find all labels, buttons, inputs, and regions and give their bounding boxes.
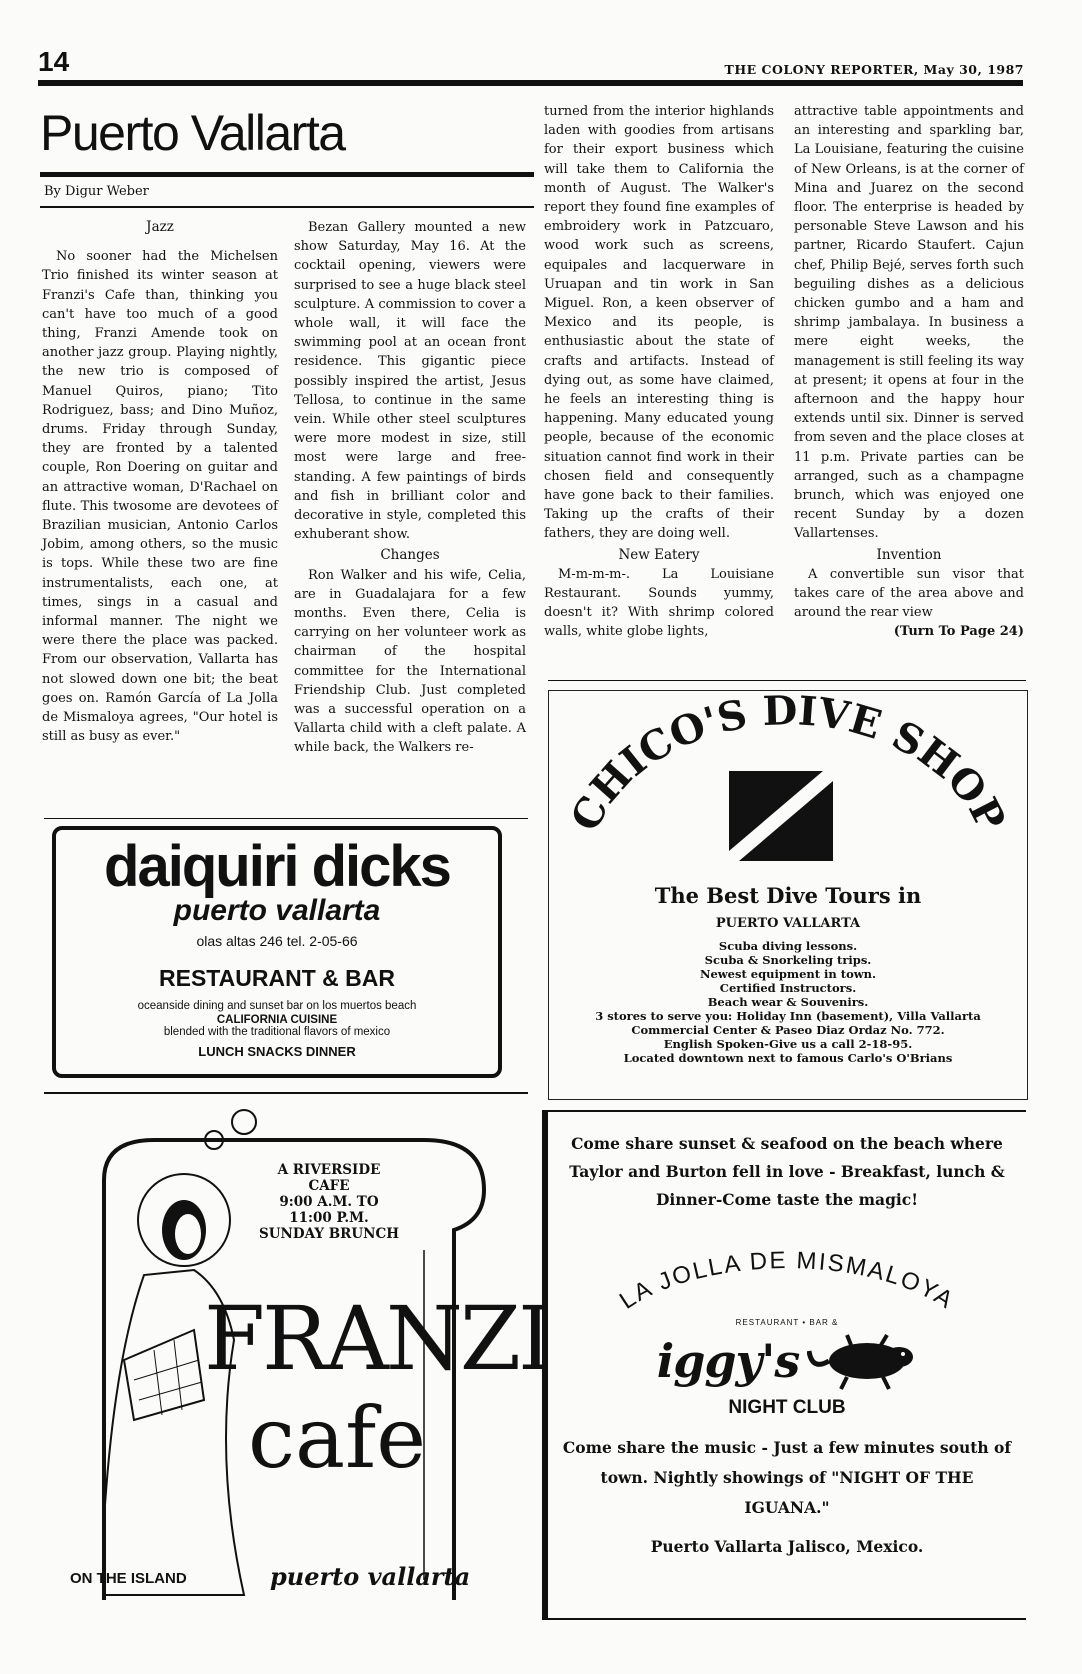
daiquiri-line: CALIFORNIA CUISINE xyxy=(216,1014,338,1026)
daiquiri-menu: LUNCH SNACKS DINNER xyxy=(198,1044,356,1059)
chico-city: PUERTO VALLARTA xyxy=(715,916,861,931)
paragraph: M-m-m-m-. La Louisiane Restaurant. Sounds yummy, doesn't it? With shrimp colored walls, white globe lights, xyxy=(544,566,774,640)
chico-list xyxy=(549,939,1027,1065)
jolla-intro: Come share sunset & seafood on the beach where Taylor and Burton fell in love - Breakfast, lunch & Dinner-Come taste the magic! xyxy=(569,1134,1005,1209)
article-column-1 xyxy=(42,218,278,746)
ad-divider xyxy=(548,680,1026,681)
jolla-arc-text: LA JOLLA DE MISMALOYA xyxy=(614,1247,959,1315)
byline-rule xyxy=(40,206,534,208)
franzi-island: ON THE ISLAND xyxy=(70,1570,187,1587)
iguana-icon xyxy=(807,1331,917,1391)
ad-divider xyxy=(44,1092,528,1094)
ad-franzi-cafe xyxy=(44,1100,550,1610)
iggys-logo: iggy's xyxy=(656,1334,800,1388)
chico-heading: The Best Dive Tours in xyxy=(654,883,922,908)
jolla-restaurant-bar: RESTAURANT • BAR & xyxy=(735,1318,839,1327)
subhead-jazz: Jazz xyxy=(146,219,174,235)
subhead-changes: Changes xyxy=(380,547,440,564)
franzi-name: FRANZI xyxy=(204,1287,550,1390)
article-column-2 xyxy=(294,218,526,758)
paragraph: No sooner had the Michelsen Trio finished its winter season at Franzi's Cafe than, thinking you can't have too much of a good thing, Franzi Amende took on another jazz group. Playing nightly, the new trio is composed of Manuel Quiros, piano; Tito Rodriguez, bass; and Dino Muñoz, drums. Friday through Sunday, they are fronted by a talented couple, Ron Doering on guitar and an attractive woman, D'Rachael on flute. This twosome are devotees of Brazilian musician, Antonio Carlos Jobim, among others, so the music is tops. While these two are fine instrumentalists, each one, at times, sings in a casual and informal manner. The night we were there the place was packed. From our observation, Vallarta has not slowed down one bit; the beat goes on. Ramón García of La Jolla de Mismaloya agrees, "Our hotel is still as busy as ever." xyxy=(42,249,278,745)
paragraph: turned from the interior highlands laden with goodies from artisans for their export business which will take them to California the month of August. The Walker's report they found fine examples of embroidery work in Patzcuaro, wood work such as screens, equipales and lacquerware in Uruapan and tin work in San Miguel. Ron, a keen observer of Mexico and its people, is enthusiastic about the state of crafts and artifacts. Instead of dying out, as some have claimed, he feels an interesting thing is happening. Many educated young people, because of the economic situation cannot find work in their chosen field and consequently have gone back to their families. Taking up the crafts of their fathers, they are doing well. xyxy=(544,104,774,542)
jolla-logo-row xyxy=(548,1331,1026,1391)
chico-logo xyxy=(549,691,1027,881)
jolla-place: Puerto Vallarta Jalisco, Mexico. xyxy=(650,1537,924,1556)
jolla-music: Come share the music - Just a few minutes south of town. Nightly showings of "NIGHT OF THE IGUANA." xyxy=(562,1438,1012,1517)
franzi-line: A RIVERSIDE xyxy=(277,1162,381,1178)
ad-la-jolla xyxy=(542,1110,1026,1620)
masthead: THE COLONY REPORTER, May 30, 1987 xyxy=(724,62,1024,77)
title-rule xyxy=(40,172,534,177)
article-column-4 xyxy=(794,102,1024,642)
daiquiri-line: blended with the traditional flavors of mexico xyxy=(163,1026,391,1038)
byline: By Digur Weber xyxy=(44,184,149,199)
chico-logo-text: CHICO'S DIVE SHOP xyxy=(561,691,1015,839)
chico-line: 3 stores to serve you: Holiday Inn (basement), Villa Vallarta Commercial Center & Paseo Diaz Ordaz No. 772. xyxy=(595,1009,981,1037)
subhead-new-eatery: New Eatery xyxy=(618,546,700,563)
daiquiri-logo: daiquiri dicks xyxy=(104,834,450,899)
chico-line: English Spoken-Give us a call 2-18-95. xyxy=(663,1037,913,1051)
franzi-line: CAFE xyxy=(308,1178,350,1194)
franzi-line: 9:00 A.M. TO xyxy=(279,1194,379,1210)
chico-line: Scuba diving lessons. xyxy=(718,939,858,953)
daiquiri-logo-sub: puerto vallarta xyxy=(173,894,381,927)
franzi-line: 11:00 P.M. xyxy=(289,1210,369,1226)
chico-line: Certified Instructors. xyxy=(719,981,857,995)
paragraph: Bezan Gallery mounted a new show Saturday, May 16. At the cocktail opening, viewers were surprised to see a huge black steel sculpture. A commission to cover a whole wall, it will face the swimming pool at an ocean front residence. This gigantic piece possibly inspired the artist, Jesus Tellosa, to continue in the same vein. While other steel sculptures were more modest in size, still most were large and free-standing. A few paintings of birds and fish in brilliant color and decorative in style, completed this exhuberant show. xyxy=(294,220,526,543)
chico-line: Located downtown next to famous Carlo's O'Brians xyxy=(623,1051,953,1065)
dive-flag-icon xyxy=(729,771,833,861)
page-number: 14 xyxy=(38,46,70,77)
jump-line: (Turn To Page 24) xyxy=(893,624,1024,640)
paragraph: A convertible sun visor that takes care of the area above and around the rear view xyxy=(794,566,1024,621)
franzi-city: puerto vallarta xyxy=(270,1562,471,1591)
franzi-line: SUNDAY BRUNCH xyxy=(259,1226,399,1242)
paragraph: attractive table appointments and an interesting and sparkling bar, La Louisiane, featuring the cuisine of New Orleans, is at the corner of Mina and Juarez on the second floor. The enterprise is headed by personable Steve Lawson and his partner, Ricardo Staufert. Cajun chef, Philip Bejé, serves forth such beguiling dishes as a delicious chicken gumbo and a ham and shrimp jambalaya. In business a mere eight weeks, the management is still feeling its way at present; it opens at four in the afternoon and the happy hour extends until six. Dinner is served from seven and the place closes at 11 p.m. Private parties can be arranged, such as a champagne brunch, which was enjoyed one recent Sunday by a dozen Vallartenses. xyxy=(794,104,1024,542)
jolla-night-club: NIGHT CLUB xyxy=(728,1397,846,1418)
daiquiri-address: olas altas 246 tel. 2-05-66 xyxy=(196,933,358,949)
article-title: Puerto Vallarta xyxy=(40,105,345,161)
chico-line: Beach wear & Souvenirs. xyxy=(707,995,869,1009)
ad-daiquiri-dicks xyxy=(52,826,502,1078)
flower-icon xyxy=(205,1110,256,1149)
article-column-3 xyxy=(544,102,774,642)
ad-divider xyxy=(44,818,528,819)
chico-line: Newest equipment in town. xyxy=(699,967,877,981)
franzi-hours xyxy=(244,1162,414,1242)
subhead-invention: Invention xyxy=(876,546,942,563)
ad-chicos-dive-shop xyxy=(548,690,1028,1100)
chico-line: Scuba & Snorkeling trips. xyxy=(704,953,872,967)
daiquiri-heading: RESTAURANT & BAR xyxy=(159,965,395,991)
top-rule xyxy=(38,80,1023,86)
daiquiri-line: oceanside dining and sunset bar on los muertos beach xyxy=(137,1000,417,1012)
franzi-cafe-word: cafe xyxy=(248,1389,426,1487)
paragraph: Ron Walker and his wife, Celia, are in Guadalajara for a few months. Even there, Celia is carrying on her volunteer work as chairman of the hospital committee for the International Friendship Club. Just completed was a successful operation on a Vallarta child with a cleft palate. A while back, the Walkers re- xyxy=(294,567,526,756)
